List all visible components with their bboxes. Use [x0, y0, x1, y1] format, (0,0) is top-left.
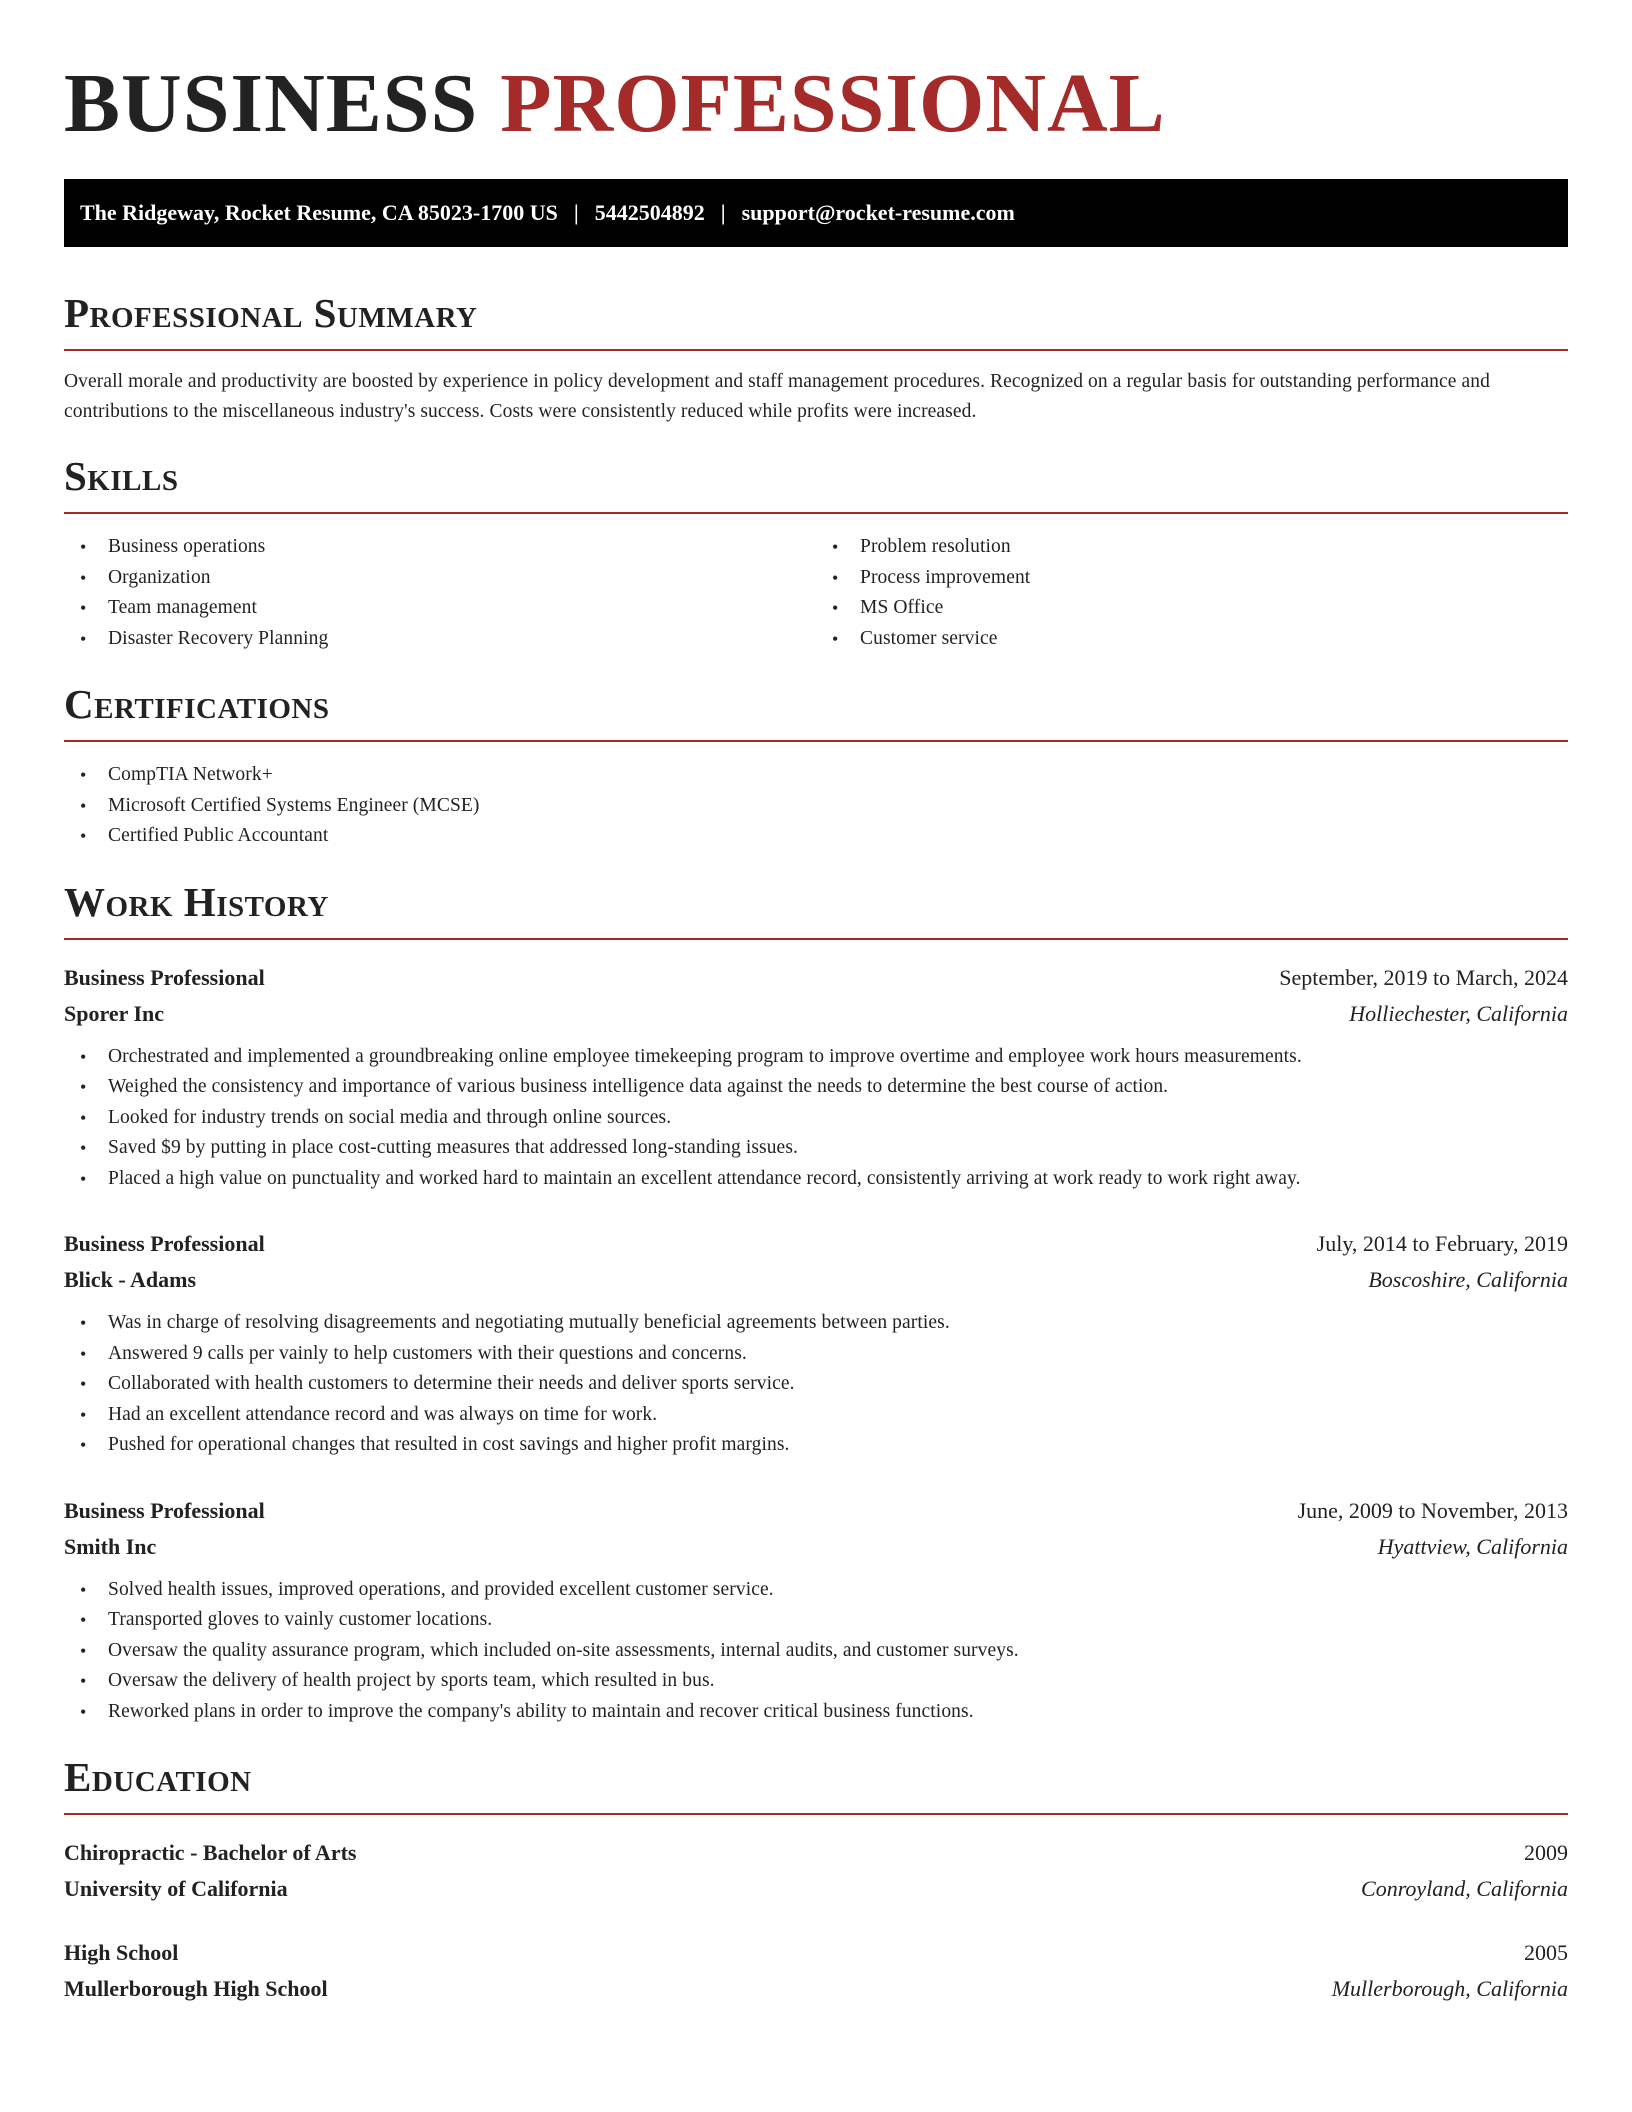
summary-section	[64, 289, 1568, 427]
certification-item: • CompTIA Network+	[64, 760, 1568, 791]
education-section	[64, 1753, 1568, 2007]
job-location: Hyattview, California	[1377, 1533, 1568, 1559]
education-location: Conroyland, California	[1361, 1876, 1568, 1901]
certifications-title: Certifications	[64, 680, 1568, 742]
job-entry	[64, 1226, 1568, 1461]
education-entry	[64, 1935, 1568, 2007]
skills-column-left	[64, 532, 816, 654]
job-header-row	[64, 1226, 1568, 1262]
job-dates: July, 2014 to February, 2019	[1316, 1231, 1568, 1256]
skill-item: • Team management	[64, 593, 816, 624]
education-degree: High School	[64, 1940, 179, 1965]
job-bullet: • Placed a high value on punctuality and worked hard to maintain an excellent attendance record, consistently arriving at work ready to work right away.	[64, 1164, 1568, 1195]
skills-grid	[64, 532, 1568, 654]
job-company-row	[64, 996, 1568, 1032]
job-bullet: • Looked for industry trends on social media and through online sources.	[64, 1103, 1568, 1134]
job-bullet: • Solved health issues, improved operations, and provided excellent customer service.	[64, 1575, 1568, 1606]
resume-page	[0, 56, 1632, 2112]
work-history-section	[64, 878, 1568, 1728]
job-bullet: • Was in charge of resolving disagreements and negotiating mutually beneficial agreements between parties.	[64, 1308, 1568, 1339]
skills-column-right	[816, 532, 1568, 654]
skills-title: Skills	[64, 452, 1568, 514]
job-bullet: • Reworked plans in order to improve the company's ability to maintain and recover critical business functions.	[64, 1697, 1568, 1728]
skill-item: • MS Office	[816, 593, 1568, 624]
contact-separator: |	[573, 200, 579, 225]
summary-text: Overall morale and productivity are boosted by experience in policy development and staff management procedures. Recognized on a regular basis for outstanding performance and contributions to the miscellaneous industry's success. Costs were consistently reduced while profits were increased.	[64, 371, 1490, 422]
job-dates: June, 2009 to November, 2013	[1297, 1497, 1568, 1523]
job-header-row	[64, 1493, 1568, 1529]
job-bullet: • Weighed the consistency and importance of various business intelligence data against the needs to determine the best course of action.	[64, 1072, 1568, 1103]
education-header-row	[64, 1835, 1568, 1871]
skill-item: • Problem resolution	[816, 532, 1568, 563]
education-school-row	[64, 1971, 1568, 2007]
job-entry	[64, 960, 1568, 1195]
job-bullet: • Oversaw the quality assurance program, which included on-site assessments, internal audits, and customer surveys.	[64, 1636, 1568, 1667]
job-bullet: • Orchestrated and implemented a groundbreaking online employee timekeeping program to improve overtime and employee work hours measurements.	[64, 1042, 1568, 1073]
job-company: Smith Inc	[64, 1533, 157, 1559]
job-company: Blick - Adams	[64, 1267, 197, 1292]
job-bullets	[64, 1575, 1568, 1728]
certification-item: • Certified Public Accountant	[64, 821, 1568, 852]
candidate-name	[64, 56, 1568, 152]
contact-email: support@rocket-resume.com	[741, 200, 1015, 225]
job-header-row	[64, 960, 1568, 996]
education-school-row	[64, 1871, 1568, 1907]
education-header-row	[64, 1935, 1568, 1971]
summary-title: Professional Summary	[64, 289, 1568, 351]
skill-item: • Disaster Recovery Planning	[64, 624, 816, 655]
job-role: Business Professional	[64, 1231, 265, 1256]
education-title: Education	[64, 1753, 1568, 1815]
job-role: Business Professional	[64, 1497, 265, 1523]
job-bullet: • Saved $9 by putting in place cost-cutting measures that addressed long-standing issues.	[64, 1133, 1568, 1164]
job-location: Holliechester, California	[1349, 1000, 1568, 1026]
job-bullet: • Oversaw the delivery of health project by sports team, which resulted in bus.	[64, 1666, 1568, 1697]
certification-item: • Microsoft Certified Systems Engineer (MCSE)	[64, 791, 1568, 822]
job-bullet: • Had an excellent attendance record and was always on time for work.	[64, 1400, 1568, 1431]
contact-bar	[64, 179, 1568, 247]
education-entry	[64, 1835, 1568, 1907]
certifications-section	[64, 680, 1568, 852]
job-bullet: • Collaborated with health customers to determine their needs and deliver sports service.	[64, 1369, 1568, 1400]
certifications-list	[64, 760, 1568, 852]
name-first: BUSINESS	[64, 57, 479, 150]
job-location: Boscoshire, California	[1368, 1267, 1568, 1292]
education-location: Mullerborough, California	[1331, 1976, 1568, 2001]
skill-item: • Process improvement	[816, 563, 1568, 594]
skill-item: • Business operations	[64, 532, 816, 563]
contact-phone: 5442504892	[594, 200, 705, 225]
education-degree: Chiropractic - Bachelor of Arts	[64, 1840, 357, 1865]
job-bullet: • Transported gloves to vainly customer locations.	[64, 1605, 1568, 1636]
job-role: Business Professional	[64, 964, 265, 990]
contact-separator: |	[720, 200, 726, 225]
job-company-row	[64, 1529, 1568, 1565]
skills-section	[64, 452, 1568, 654]
contact-address: The Ridgeway, Rocket Resume, CA 85023-1700 US	[80, 200, 558, 225]
job-entry	[64, 1493, 1568, 1728]
education-year: 2009	[1524, 1840, 1568, 1865]
job-bullets	[64, 1042, 1568, 1195]
work-history-title: Work History	[64, 878, 1568, 940]
job-bullets	[64, 1308, 1568, 1461]
education-school: University of California	[64, 1876, 288, 1901]
education-year: 2005	[1524, 1940, 1568, 1965]
name-last: PROFESSIONAL	[500, 57, 1166, 150]
skill-item: • Organization	[64, 563, 816, 594]
job-bullet: • Pushed for operational changes that resulted in cost savings and higher profit margins.	[64, 1430, 1568, 1461]
education-school: Mullerborough High School	[64, 1976, 328, 2001]
job-company: Sporer Inc	[64, 1000, 165, 1026]
job-dates: September, 2019 to March, 2024	[1279, 964, 1568, 990]
job-company-row	[64, 1262, 1568, 1298]
job-bullet: • Answered 9 calls per vainly to help customers with their questions and concerns.	[64, 1339, 1568, 1370]
skill-item: • Customer service	[816, 624, 1568, 655]
